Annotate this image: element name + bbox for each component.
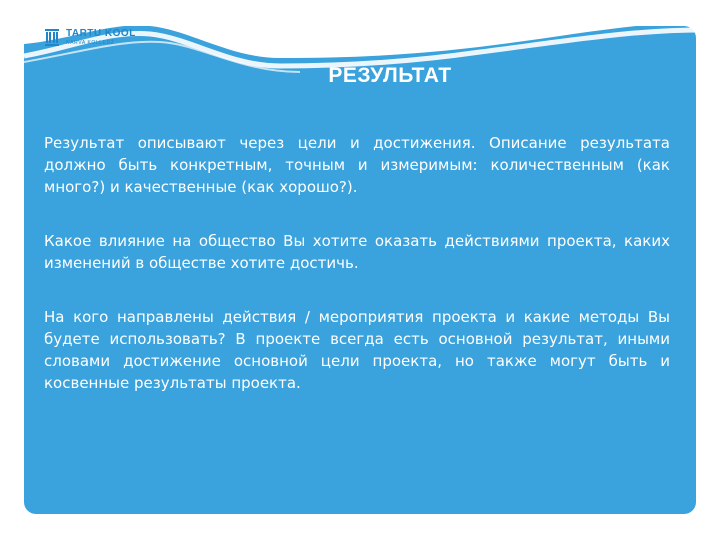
paragraph: Какое влияние на общество Вы хотите оказать действиями проекта, каких изменений в обществе хотите достичь.: [44, 232, 670, 272]
slide-body: [44, 132, 670, 426]
paragraph: Результат описывают через цели и достижения. Описание результата должно быть конкретным, точным и измеримым: количественным (как много?) и качественные (как хорошо?).: [44, 134, 670, 196]
slide-title: РЕЗУЛЬТАТ: [328, 64, 452, 87]
logo-name: TARTU KOOL: [66, 27, 136, 39]
paragraph: На кого направлены действия / мероприятия проекта и какие методы Вы будете использовать? В проекте всегда есть основной результат, иными словами достижение основной цели проекта, но также могут быть и косвенные результаты проекта.: [44, 308, 670, 392]
building-columns-icon: [44, 27, 60, 47]
logo-subtitle: NARVA KOLLEDŽ: [66, 39, 115, 46]
university-logo: [44, 27, 136, 47]
